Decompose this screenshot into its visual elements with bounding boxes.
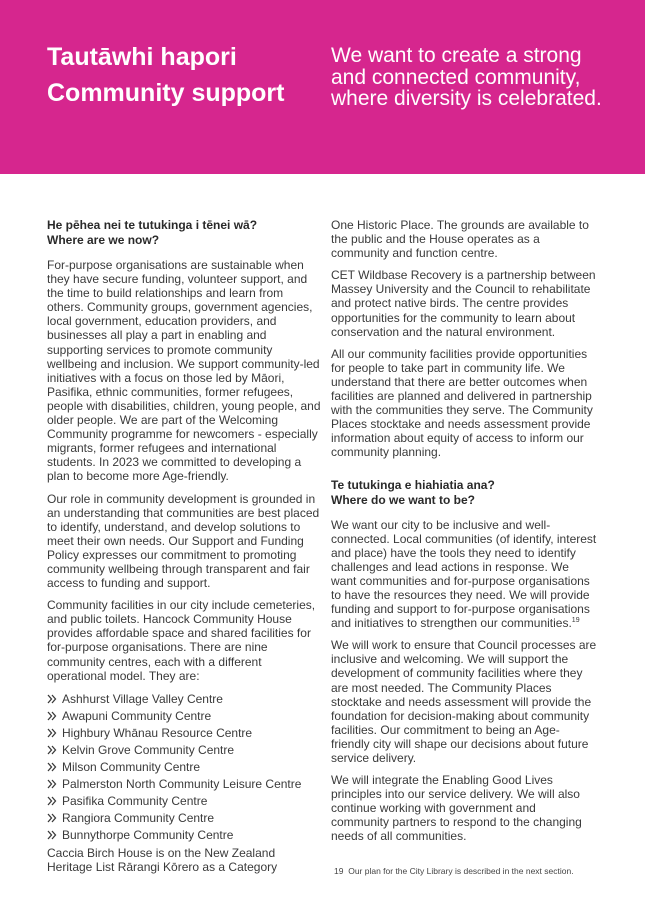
paragraph: For-purpose organisations are sustainable when they have secure funding, volunteer support, and the time to build relationships and learn from others. Community groups, government agencies, local government, education providers, and businesses all play a part in enabling and supporting services to promote community wellbeing and inclusion. We support community-led initiatives with a focus on those led by Māori, Pasifika, ethnic communities, former refugees, people with disabilities, children, young people, and older people. We are part of the Welcoming Community programme for newcomers - especially migrants, former refugees and international students. In 2023 we committed to developing a plan to become more Age-friendly.: [47, 258, 321, 484]
paragraph: [331, 518, 597, 631]
list-item-label: Rangiora Community Centre: [62, 811, 215, 826]
section-heading-now: [47, 218, 323, 248]
paragraph: We will work to ensure that Council processes are inclusive and welcoming. We will support the development of community facilities where they are most needed. The Community Places stocktake and needs assessment will provide the foundation for decision-making about community facilities. Our commitment to being an Age-friendly city will shape our decisions about future service delivery.: [331, 638, 597, 765]
list-item: [47, 725, 323, 742]
left-column: [47, 218, 323, 882]
heading-maori: He pēhea nei te tutukinga i tēnei wā?: [47, 218, 258, 232]
paragraph: Our role in community development is grounded in an understanding that communities are best placed to identify, understand, and develop solutions to meet their own needs. Our Support and Funding Policy expresses our commitment to promoting community wellbeing through transparent and fair access to funding and support.: [47, 491, 320, 591]
paragraph: Community facilities in our city include cemeteries, and public toilets. Hancock Community House provides affordable space and shared facilities for for-purpose organisations. There are nine community centres, each with a different operational model. They are:: [47, 598, 316, 683]
paragraph-text: We want our city to be inclusive and well-connected. Local communities (of identify, interest and place) have the tools they need to identify challenges and lead actions in response. We want communities and for-purpose organisations to have the resources they need. We will provide funding and support to for-purpose organisations and initiatives to strengthen our communities.: [331, 517, 597, 631]
heading-english: Where are we now?: [47, 233, 160, 247]
list-item: [47, 708, 323, 725]
list-item: [47, 691, 323, 708]
community-centres-list: [47, 691, 323, 844]
double-chevron-right-icon: [47, 761, 57, 773]
list-item-label: Palmerston North Community Leisure Centre: [62, 777, 302, 792]
double-chevron-right-icon: [47, 812, 57, 824]
header-banner: [0, 0, 645, 174]
title-english: Community support: [47, 79, 285, 107]
footnote-number: 19: [334, 866, 344, 876]
double-chevron-right-icon: [47, 744, 57, 756]
list-item: [47, 810, 323, 827]
heading-english: Where do we want to be?: [331, 492, 476, 507]
double-chevron-right-icon: [47, 829, 57, 841]
list-item: [47, 742, 323, 759]
heading-maori: Te tutukinga e hiahiatia ana?: [331, 477, 495, 492]
paragraph: All our community facilities provide opportunities for people to take part in community life. We understand that there are better outcomes when facilities are planned and delivered in partnership with the communities they serve. The Community Places stocktake and needs assessment provide information about equity of access to inform our community planning.: [331, 346, 593, 460]
list-item-label: Pasifika Community Centre: [62, 794, 208, 809]
double-chevron-right-icon: [47, 727, 57, 739]
list-item-label: Awapuni Community Centre: [62, 709, 212, 724]
list-item-label: Ashhurst Village Valley Centre: [62, 692, 223, 707]
footnote-text: Our plan for the City Library is described in the next section.: [348, 866, 574, 876]
list-item-label: Highbury Whānau Resource Centre: [62, 726, 253, 741]
list-item: [47, 776, 323, 793]
list-item: [47, 759, 323, 776]
double-chevron-right-icon: [47, 778, 57, 790]
double-chevron-right-icon: [47, 795, 57, 807]
tagline: We want to create a strong and connected community, where diversity is celebrated.: [331, 44, 602, 110]
paragraph: Caccia Birch House is on the New Zealand Heritage List Rārangi Kōrero as a Category: [47, 845, 278, 874]
list-item: [47, 827, 323, 844]
list-item: [47, 793, 323, 810]
section-heading-future: [331, 478, 597, 508]
footnote: [334, 866, 624, 877]
list-item-label: Milson Community Centre: [62, 760, 201, 775]
paragraph: CET Wildbase Recovery is a partnership between Massey University and the Council to rehabilitate and protect native birds. The centre provides opportunities for the community to learn about conservation and the natural environment.: [331, 268, 596, 339]
page-title: [47, 42, 297, 106]
paragraph: We will integrate the Enabling Good Lives principles into our service delivery. We will also continue working with government and community partners to respond to the changing needs of all communities.: [331, 773, 582, 844]
list-item-label: Bunnythorpe Community Centre: [62, 828, 234, 843]
list-item-label: Kelvin Grove Community Centre: [62, 743, 235, 758]
double-chevron-right-icon: [47, 710, 57, 722]
footnote-marker: 19: [571, 617, 580, 625]
double-chevron-right-icon: [47, 693, 57, 705]
title-maori: Tautāwhi hapori: [47, 43, 237, 71]
right-column: [331, 218, 597, 852]
paragraph: One Historic Place. The grounds are available to the public and the House operates as a community and function centre.: [331, 218, 589, 261]
